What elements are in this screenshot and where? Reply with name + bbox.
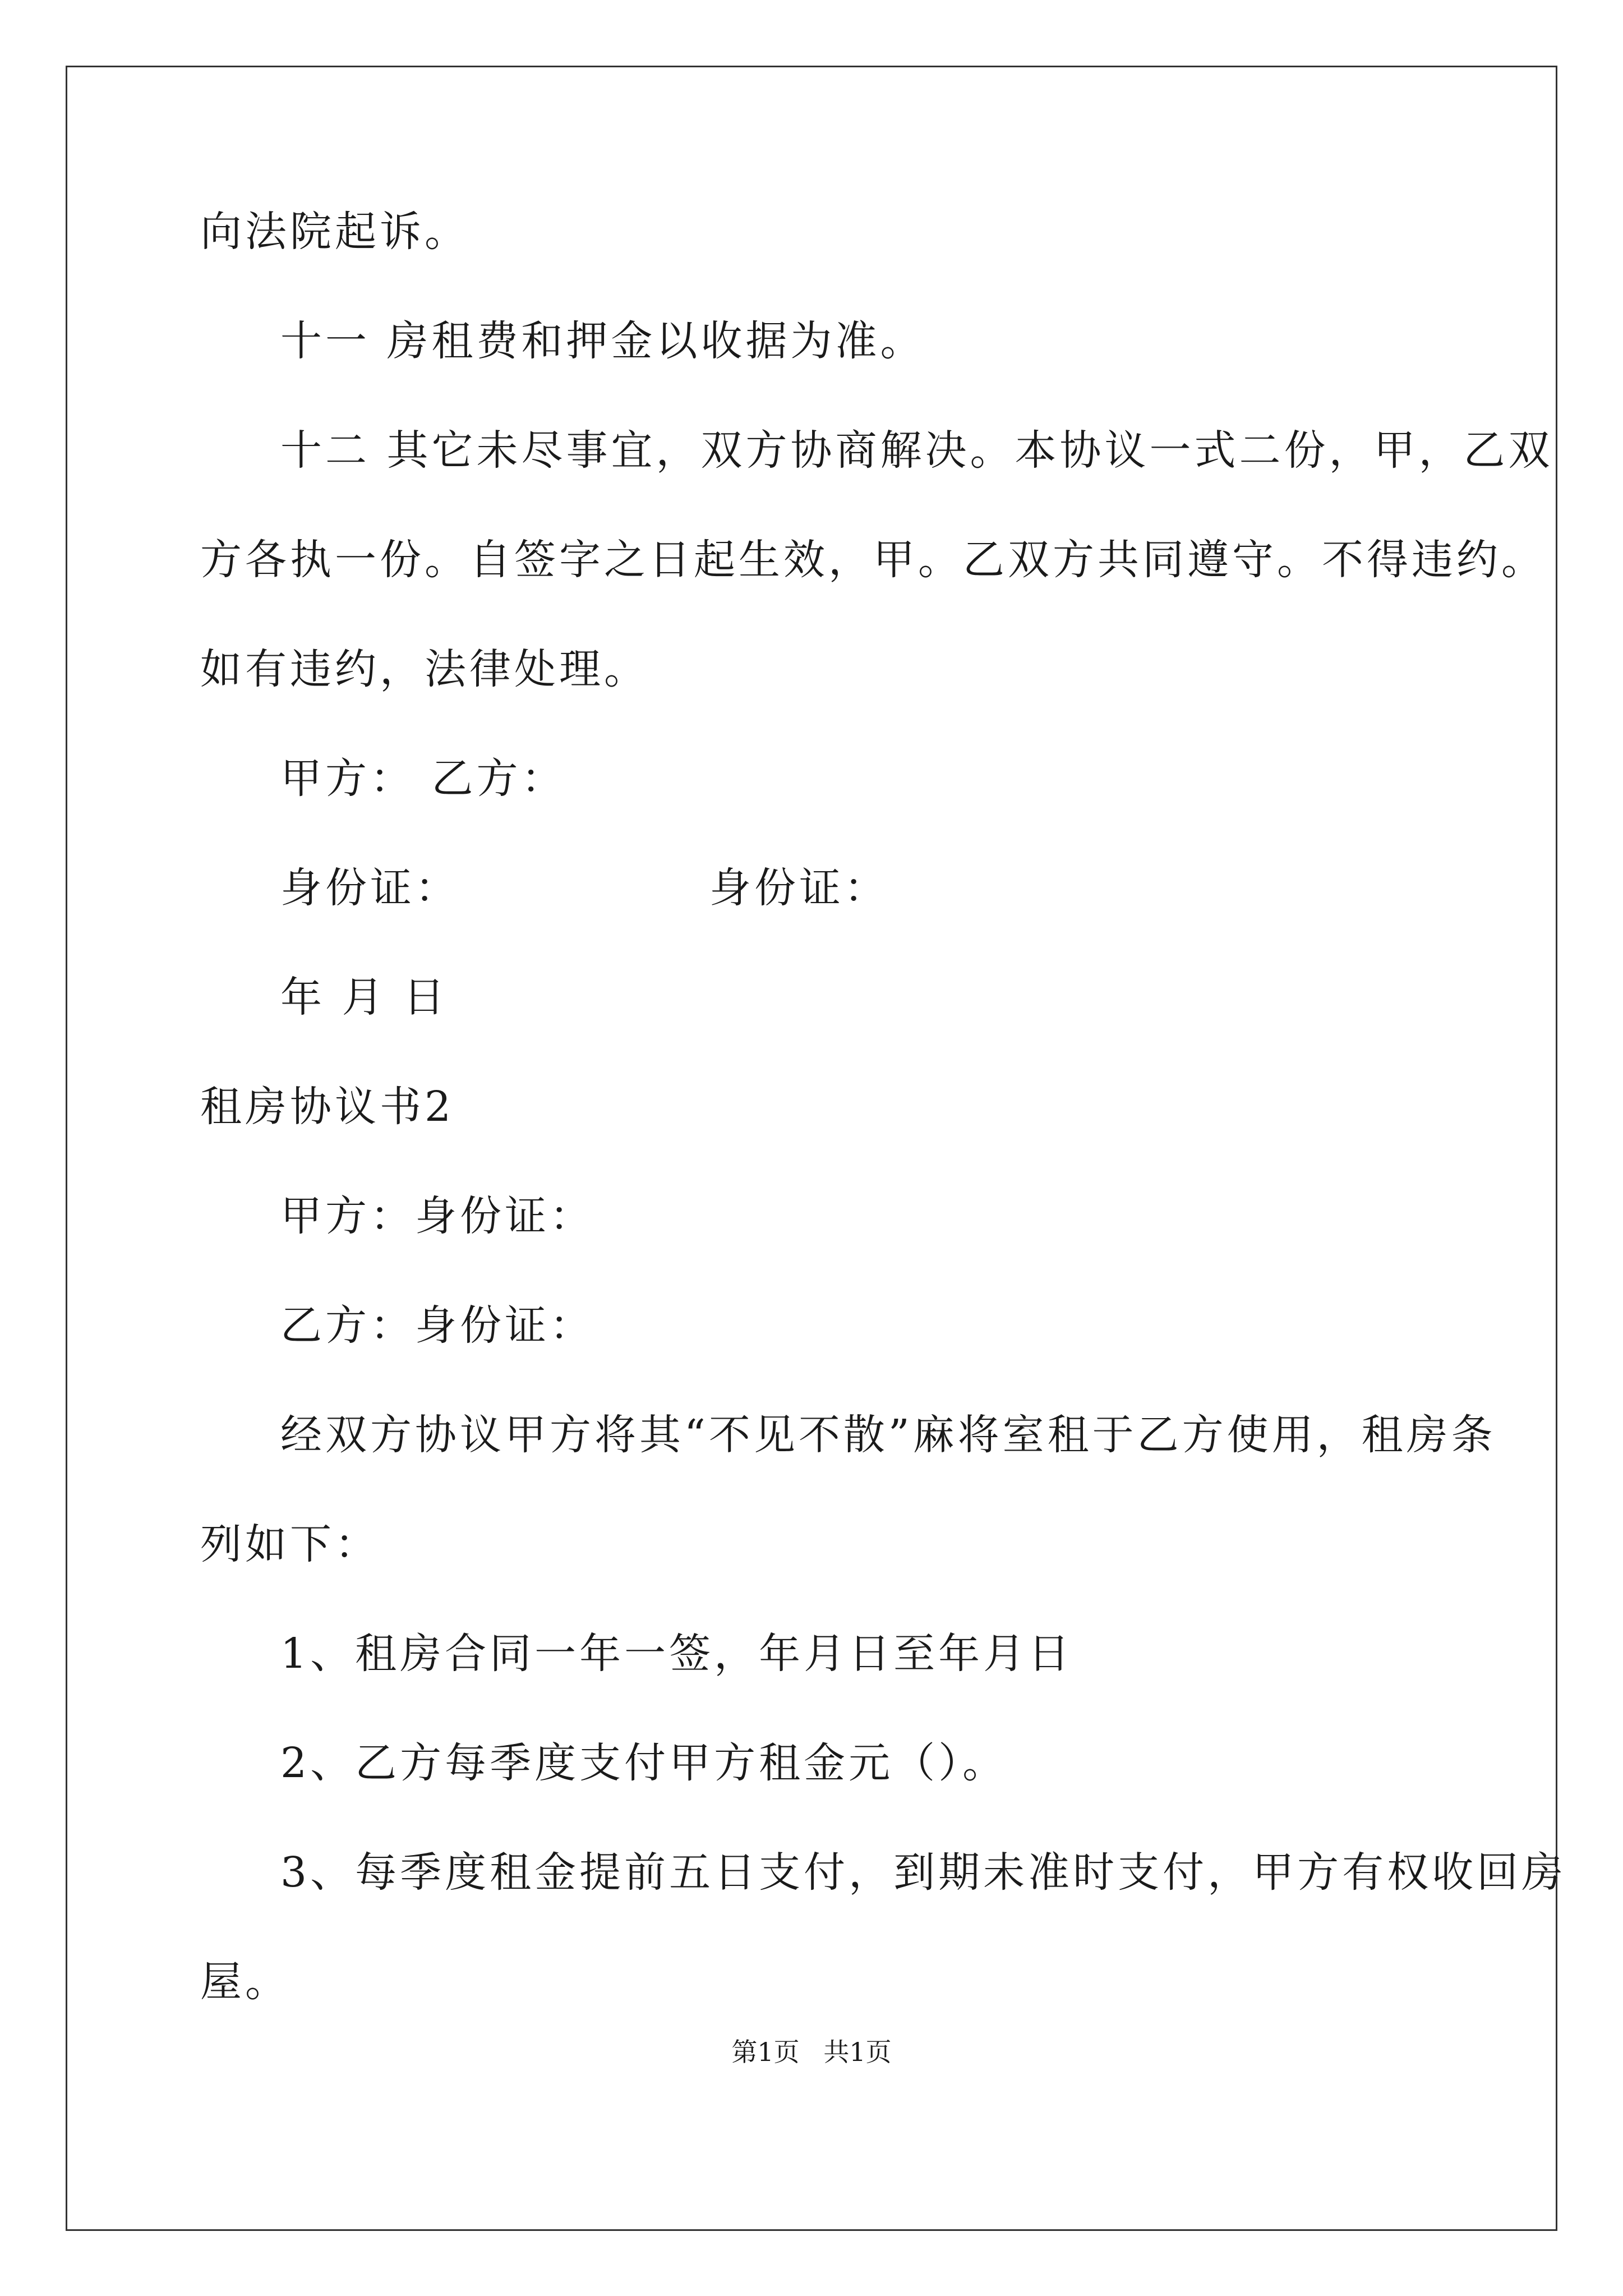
- section-title: 租房协议书2: [200, 1083, 455, 1131]
- page-border: [66, 66, 1557, 2231]
- clause-11: 十一 房租费和押金以收据为准。: [280, 317, 925, 365]
- page-number: 第1页: [731, 2037, 800, 2067]
- page-footer: [0, 2035, 1623, 2069]
- id-card-party-a: 身份证：: [280, 864, 460, 912]
- signing-date: 年 月 日: [280, 973, 449, 1022]
- party-b-id: 乙方：身份证：: [280, 1301, 594, 1350]
- term-3-line-1: 3、每季度租金提前五日支付，到期未准时支付，甲方有权收回房: [280, 1848, 1567, 1897]
- id-card-party-b: 身份证：: [709, 864, 889, 912]
- agreement-intro-line-2: 列如下：: [200, 1520, 380, 1568]
- term-3-line-2: 屋。: [200, 1958, 290, 2006]
- text-line: 向法院起诉。: [200, 208, 469, 256]
- page-total: 共1页: [823, 2037, 892, 2067]
- term-2: 2、乙方每季度支付甲方租金元（）。: [280, 1739, 1008, 1787]
- agreement-intro-line-1: 经双方协议甲方将其“不见不散”麻将室租于乙方使用，租房条: [280, 1411, 1496, 1459]
- party-a-id: 甲方：身份证：: [280, 1192, 594, 1240]
- clause-12-line-2: 方各执一份。自签字之日起生效，甲。乙双方共同遵守。不得违约。: [200, 536, 1546, 584]
- party-signatures: 甲方： 乙方：: [280, 754, 566, 803]
- term-1: 1、租房合同一年一签，年月日至年月日: [280, 1630, 1073, 1678]
- clause-12-line-1: 十二 其它未尽事宜，双方协商解决。本协议一式二份，甲，乙双: [280, 426, 1553, 475]
- clause-12-line-3: 如有违约，法律处理。: [200, 645, 649, 693]
